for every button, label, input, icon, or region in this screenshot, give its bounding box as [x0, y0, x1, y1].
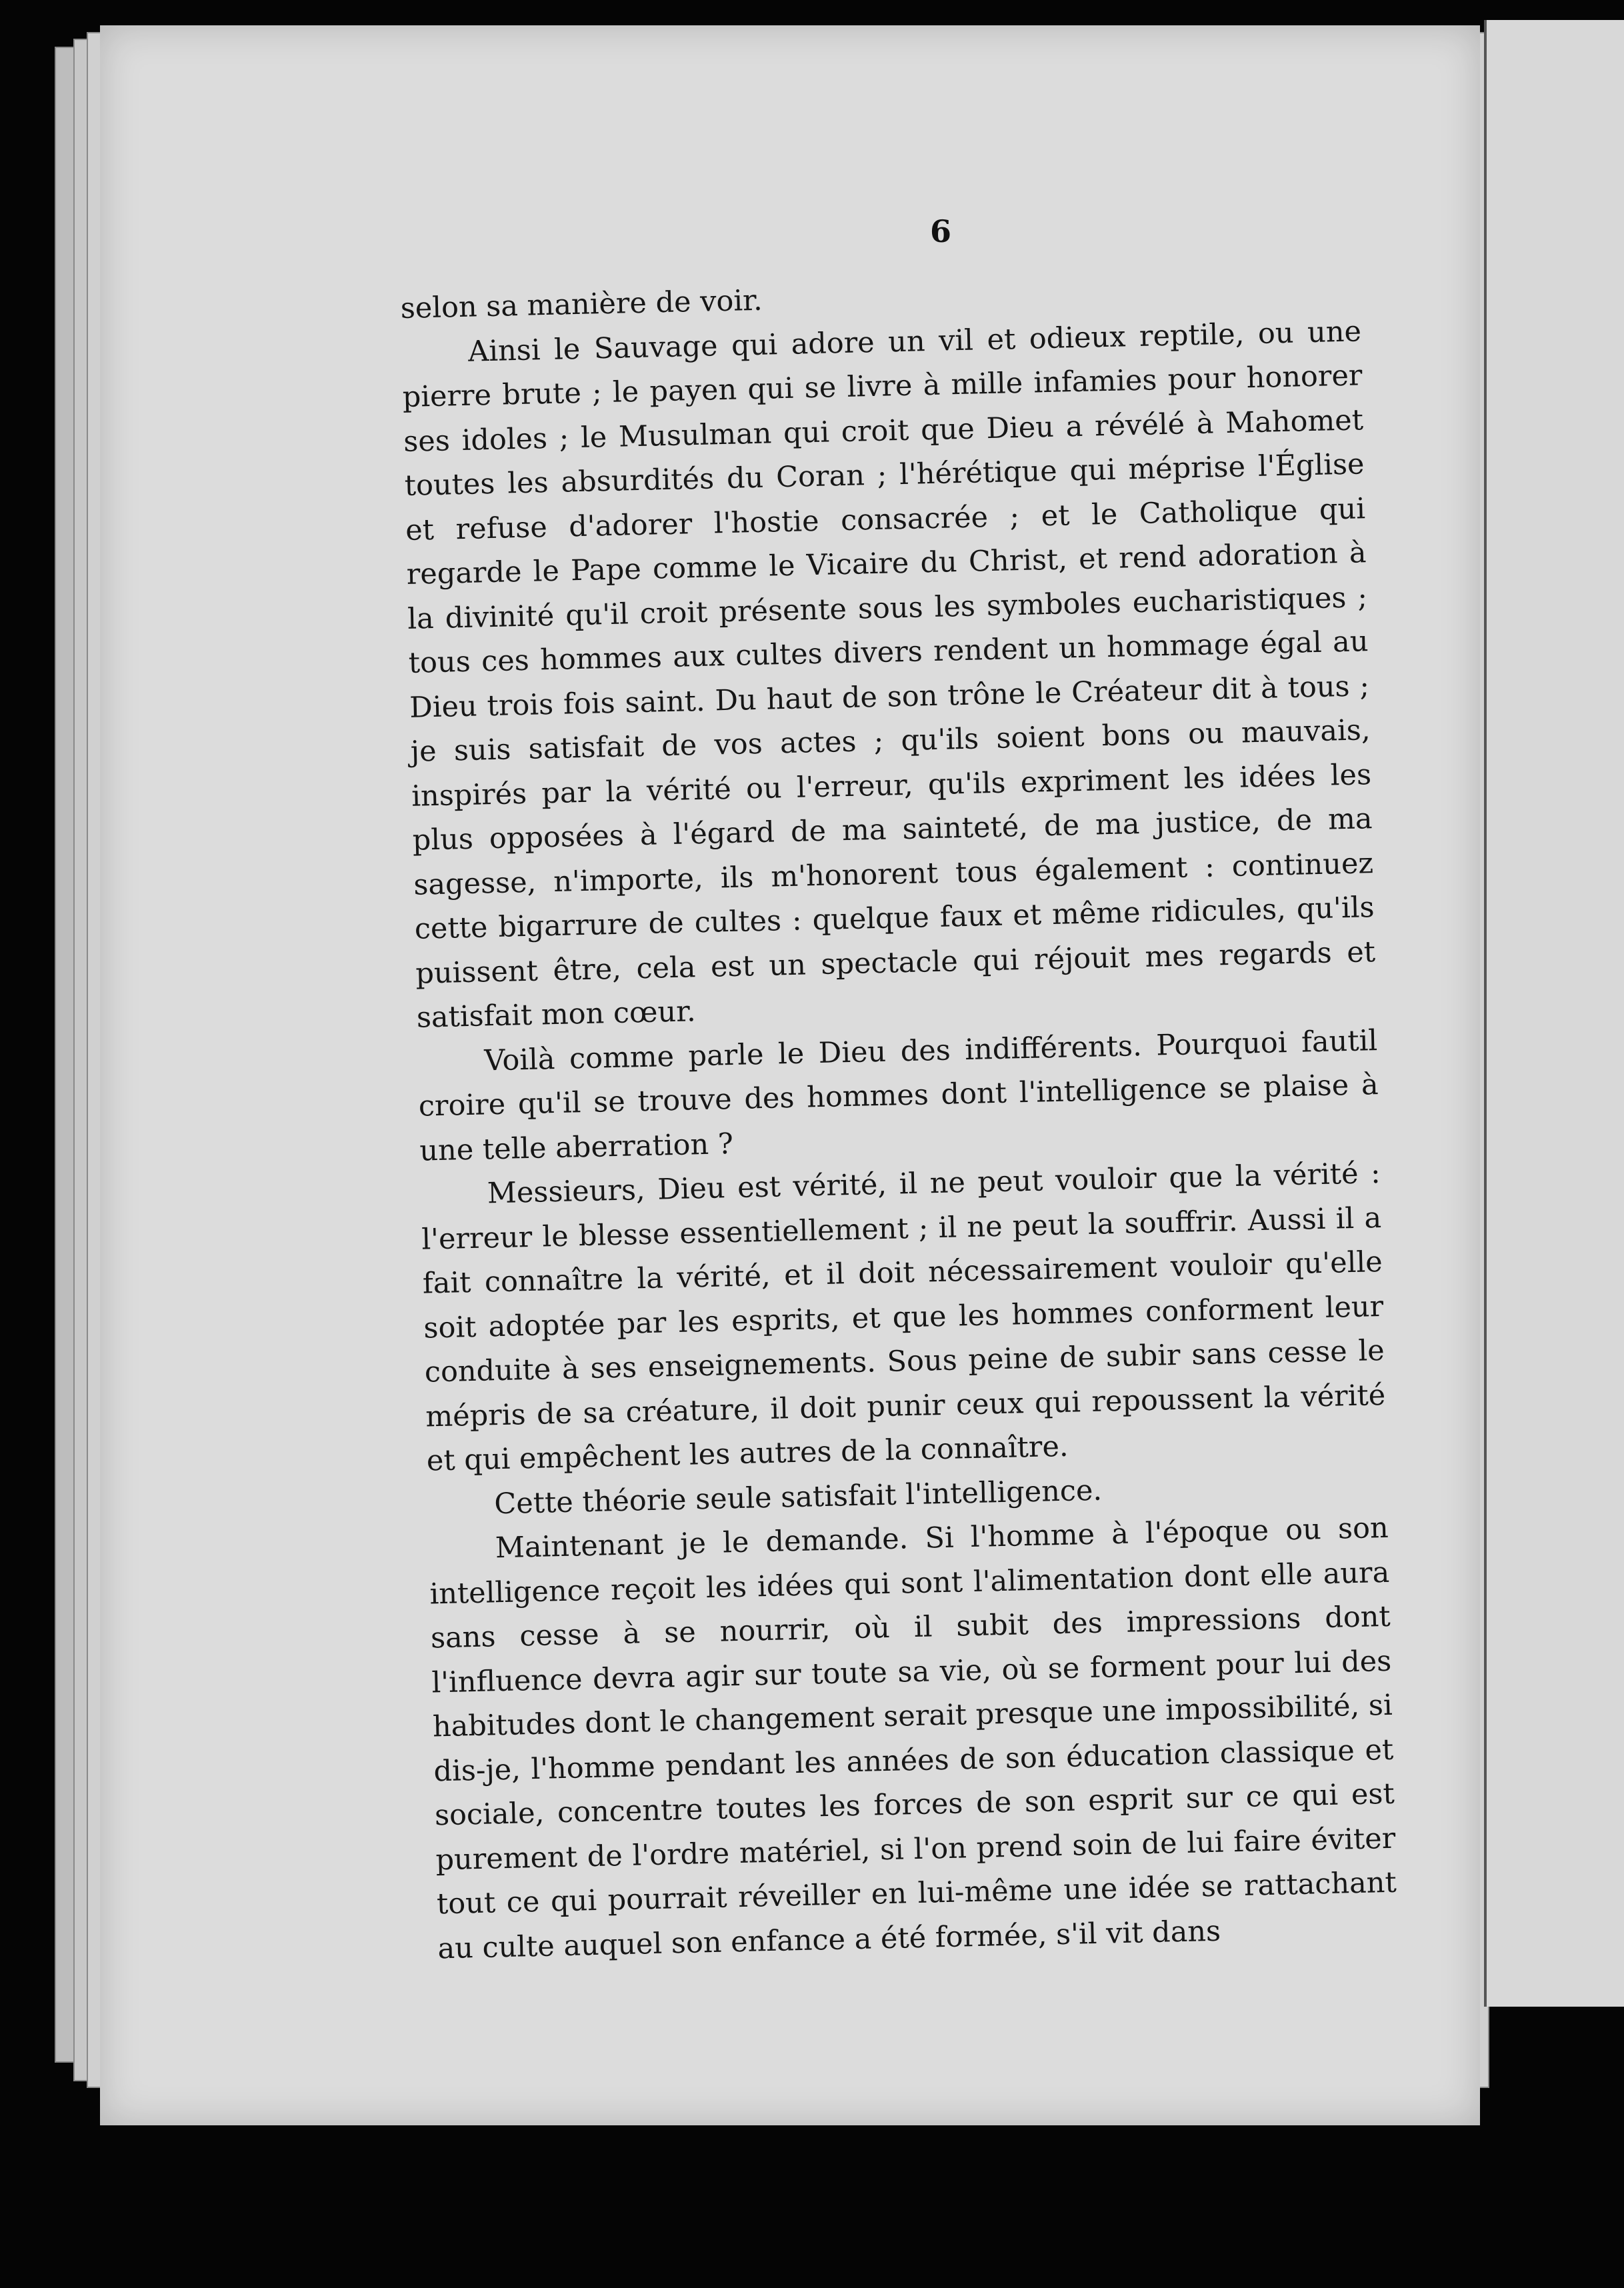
body-text	[400, 265, 1398, 1971]
paragraph: Messieurs, Dieu est vérité, il ne peut vouloir que la vérité : l'erreur le blesse essentiellement ; il ne peut la souffrir. Aussi il a fait connaître la vérité, et il doit nécessairement vouloir qu'elle soit adoptée par les esprits, et que les hommes conforment leur conduite à ses enseignements. Sous peine de subir sans cesse le mépris de sa créature, il doit punir ceux qui repoussent la vérité et qui empêchent les autres de la connaître.	[421, 1156, 1386, 1478]
paragraph: Voilà comme parle le Dieu des indifférents. Pourquoi fautil croire qu'il se trouve des hommes dont l'intelligence se plaise à une telle aberration ?	[418, 1023, 1379, 1168]
paragraph: selon sa manière de voir.	[400, 283, 763, 325]
paragraph: Maintenant je le demande. Si l'homme à l'époque ou son intelligence reçoit les idées qui sont l'alimentation dont elle aura sans cesse à se nourrir, où il subit des impressions dont l'influence devra agir sur toute sa vie, où se forment pour lui des habitudes dont le changement serait presque une impossibilité, si dis-je, l'homme pendant les années de son éducation classique et sociale, concentre toutes les forces de son esprit sur ce qui est purement de l'ordre matériel, si l'on prend soin de lui faire éviter tout ce qui pourrait réveiller en lui-même une idée se rattachant au culte auquel son enfance a été formée, s'il vit dans	[429, 1511, 1397, 1965]
facing-page-edge	[1484, 20, 1624, 2007]
paragraph: Cette théorie seule satisfait l'intelligence.	[493, 1473, 1103, 1521]
paragraph: Ainsi le Sauvage qui adore un vil et odieux reptile, ou une pierre brute ; le payen qui se livre à mille infamies pour honorer ses idoles ; le Musulman qui croit que Dieu a révélé à Mahomet toutes les absurdités du Coran ; l'hérétique qui méprise l'Église et refuse d'adorer l'hostie consacrée ; et le Catholique qui regarde le Pape comme le Vicaire du Christ, et rend adoration à la divinité qu'il croit présente sous les symboles eucharistiques ; tous ces hommes aux cultes divers rendent un hommage égal au Dieu trois fois saint. Du haut de son trône le Créateur dit à tous ; je suis satisfait de vos actes ; qu'ils soient bons ou mauvais, inspirés par la vérité ou l'erreur, qu'ils expriment les idées les plus opposées à l'égard de ma sainteté, de ma justice, de ma sagesse, n'importe, ils m'honorent tous également : continuez cette bigarrure de cultes : quelque faux et même ridicules, qu'ils puissent être, cela est un spectacle qui réjouit mes regards et satisfait mon cœur.	[402, 314, 1376, 1035]
page-number: 6	[930, 213, 952, 249]
